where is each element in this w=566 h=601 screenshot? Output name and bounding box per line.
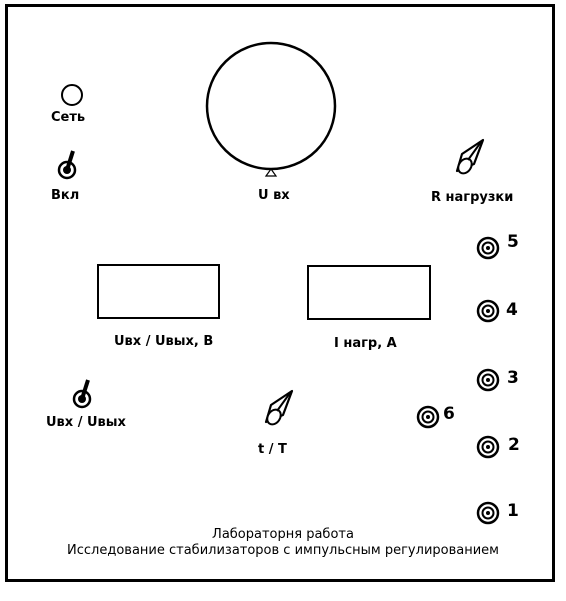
terminal-2-jack[interactable] [476,435,500,459]
terminal-3-label: 3 [507,368,519,388]
terminal-2-label: 2 [508,435,520,455]
voltage-display [97,264,220,319]
lab-work-subtitle: Исследование стабилизаторов с импульсным регулированием [67,543,499,558]
terminal-5-label: 5 [507,232,519,252]
load-resistance-knob[interactable] [449,137,489,179]
terminal-3-jack[interactable] [476,368,500,392]
current-display [307,265,431,320]
terminal-4-jack[interactable] [476,299,500,323]
gauge-label: U вх [258,188,290,203]
input-voltage-gauge [204,40,338,180]
terminal-1-jack[interactable] [476,501,500,525]
voltage-display-label: Uвх / Uвых, В [114,334,214,349]
terminal-6-jack[interactable] [416,405,440,429]
duty-cycle-knob-label: t / T [258,442,287,457]
power-toggle-label: Вкл [51,188,80,203]
uin-uout-toggle-label: Uвх / Uвых [46,415,126,430]
power-lamp-icon [60,83,84,107]
terminal-1-label: 1 [507,501,519,521]
duty-cycle-knob[interactable] [258,388,298,430]
terminal-6-label: 6 [443,404,455,424]
uin-uout-toggle-switch[interactable] [69,377,99,411]
power-toggle-switch[interactable] [54,148,84,182]
power-lamp-label: Сеть [51,110,86,125]
load-knob-label: R нагрузки [431,190,514,205]
lab-work-title: Лабораторня работа [212,527,354,542]
current-display-label: I нагр, А [334,336,397,351]
terminal-4-label: 4 [506,300,518,320]
terminal-5-jack[interactable] [476,236,500,260]
